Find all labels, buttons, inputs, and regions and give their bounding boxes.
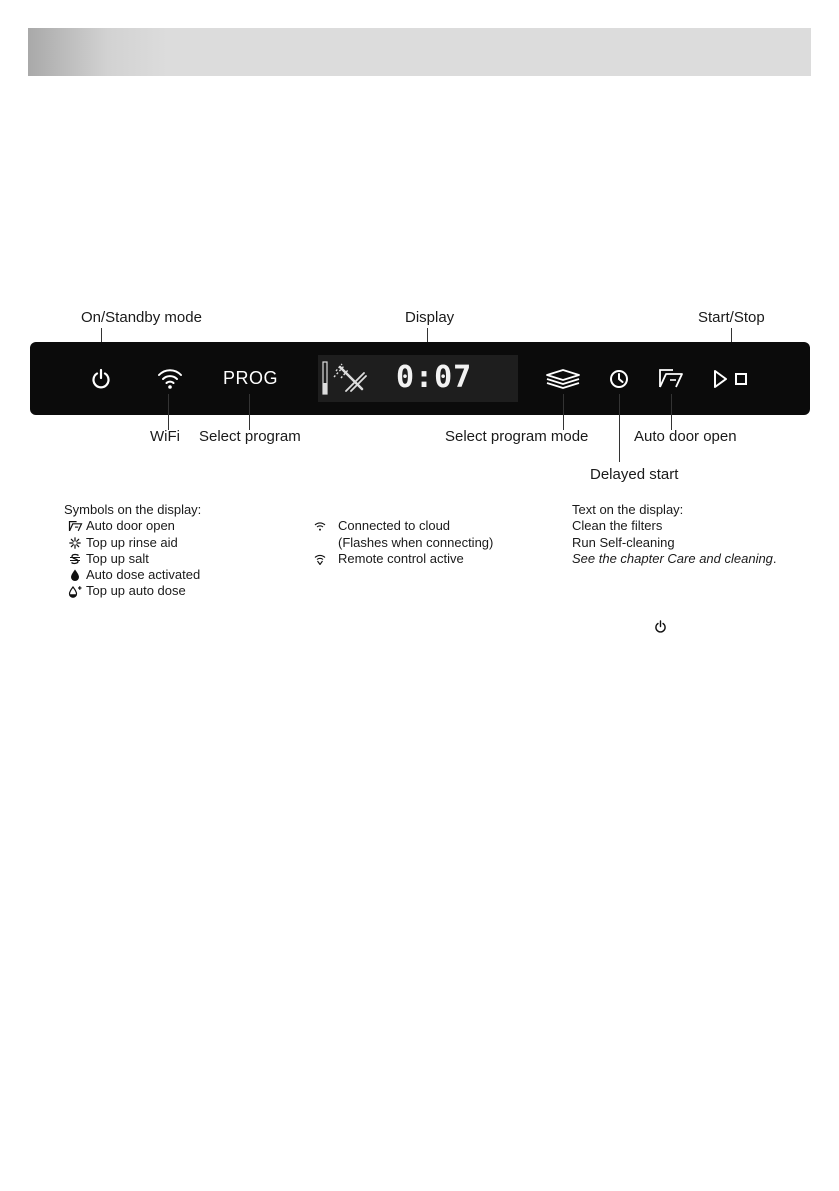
remote-control-icon [314, 554, 338, 565]
legend-item [64, 535, 201, 551]
chapter-reference: See the chapter Care and cleaning [572, 550, 773, 566]
label-on-standby: On/Standby mode [81, 309, 202, 326]
leader-program-mode [563, 394, 564, 430]
leader-auto-door [671, 394, 672, 430]
wifi-icon[interactable] [157, 366, 183, 395]
start-stop-icon[interactable] [713, 369, 749, 394]
wifi-small-icon [314, 521, 338, 531]
label-display: Display [405, 309, 455, 326]
label-delayed-start: Delayed start [590, 466, 679, 483]
spray-arm-icon [332, 361, 368, 400]
legend-item [64, 551, 201, 567]
leader-wifi [168, 394, 169, 430]
control-panel [30, 342, 810, 415]
legend-item-label: Top up auto dose [86, 583, 186, 599]
legend-cloud [314, 518, 493, 567]
legend-item-label: Auto door open [86, 518, 175, 534]
level-bar-icon [322, 361, 328, 400]
legend-item [64, 583, 201, 599]
label-select-program: Select program [199, 428, 301, 445]
auto-door-open-icon [64, 520, 86, 532]
prog-button[interactable]: PROG [223, 368, 279, 388]
legend-text-line: Run Self-cleaning [572, 534, 675, 550]
power-icon[interactable] [90, 368, 112, 395]
rinse-aid-icon [64, 537, 86, 549]
label-auto-door-open: Auto door open [634, 428, 737, 445]
legend-item [64, 567, 201, 583]
legend-symbols [64, 502, 201, 600]
reference-period: . [772, 550, 777, 566]
legend-item-label: (Flashes when connecting) [338, 534, 494, 550]
legend-text [572, 502, 777, 567]
clock-icon[interactable] [609, 369, 629, 394]
leader-delayed-start [619, 394, 620, 462]
legend-text-reference [572, 551, 777, 567]
legend-item [314, 551, 493, 567]
drop-icon [64, 569, 86, 581]
display-screen [318, 355, 518, 402]
legend-item [314, 518, 493, 534]
legend-item-label: Auto dose activated [86, 567, 201, 583]
legend-item [314, 535, 493, 551]
display-time: 0:07 [396, 360, 473, 395]
legend-symbols-title: Symbols on the display: [64, 502, 202, 517]
salt-icon [64, 553, 86, 565]
power-icon [654, 620, 667, 639]
label-select-program-mode: Select program mode [445, 428, 589, 445]
leader-select-program [249, 394, 250, 430]
legend-item-label: Top up salt [86, 550, 149, 566]
auto-dose-plus-icon [64, 585, 86, 598]
legend-item-label: Connected to cloud [338, 518, 451, 534]
legend-item [64, 518, 201, 534]
legend-item-label: Remote control active [338, 550, 464, 566]
legend-text-line: Clean the filters [572, 518, 663, 534]
label-start-stop: Start/Stop [698, 309, 765, 326]
legend-text-title: Text on the display: [572, 502, 684, 517]
label-wifi: WiFi [150, 428, 180, 445]
legend-item-label: Top up rinse aid [86, 534, 178, 550]
auto-door-open-icon[interactable] [658, 367, 684, 394]
program-mode-icon[interactable] [545, 368, 581, 395]
header-bar [28, 28, 811, 76]
